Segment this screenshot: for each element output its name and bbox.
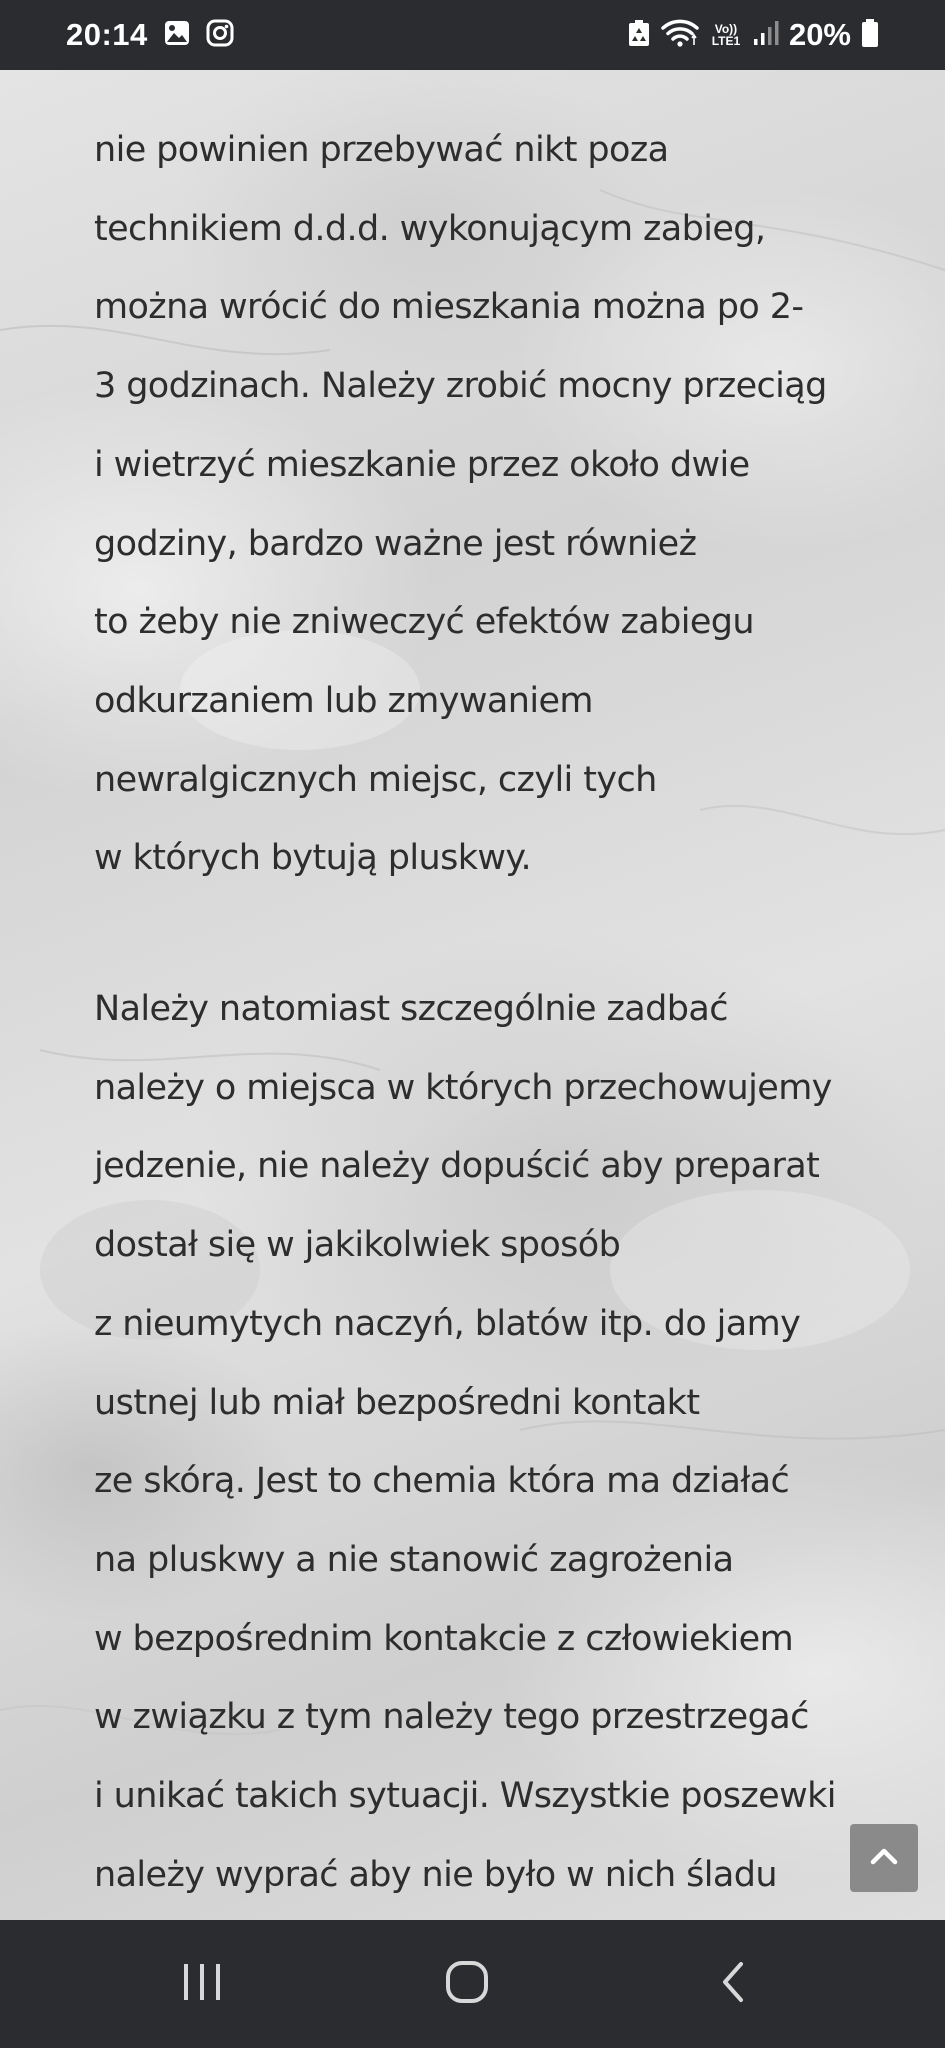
paragraph-line: ze skórą. Jest to chemia która ma działać — [94, 1461, 790, 1502]
paragraph-line: można wrócić do mieszkania można po 2- — [94, 287, 804, 328]
battery-percent: 20% — [788, 17, 851, 52]
scroll-to-top-button[interactable] — [850, 1824, 918, 1892]
recent-apps-button[interactable] — [172, 1954, 232, 2014]
paragraph-line: należy wyprać aby nie było w nich śladu — [94, 1854, 777, 1895]
instagram-icon — [206, 19, 234, 52]
article-paragraph-2 — [94, 970, 874, 1993]
paragraph-line: nie powinien przebywać nikt poza — [94, 130, 669, 170]
paragraph-line: z nieumytych naczyń, blatów itp. do jamy — [94, 1303, 801, 1344]
status-left — [66, 17, 234, 53]
gallery-icon — [164, 20, 190, 51]
status-right — [627, 17, 879, 53]
back-button[interactable] — [702, 1954, 762, 2014]
volte-lte-icon: Vo)) LTE1 — [711, 22, 741, 48]
wifi-icon — [661, 18, 699, 53]
status-time: 20:14 — [66, 17, 148, 52]
navigation-bar — [0, 1920, 945, 2048]
back-icon — [717, 1960, 747, 2008]
paragraph-line: i unikać takich sytuacji. Wszystkie poszewki — [94, 1776, 836, 1817]
paragraph-line: technikiem d.d.d. wykonującym zabieg, — [94, 208, 766, 249]
paragraph-line: w związku z tym należy tego przestrzegać — [94, 1697, 809, 1738]
web-content[interactable] — [0, 70, 945, 1920]
paragraph-line: należy o miejsca w których przechowujemy — [94, 1067, 832, 1108]
paragraph-line: w których bytują pluskwy. — [94, 838, 532, 879]
paragraph-line: to żeby nie zniweczyć efektów zabiegu — [94, 602, 754, 643]
paragraph-line: jedzenie, nie należy dopuścić aby preparat — [94, 1146, 820, 1187]
paragraph-line: 3 godzinach. Należy zrobić mocny przeciąg — [94, 366, 827, 407]
paragraph-line: dostał się w jakikolwiek sposób — [94, 1225, 621, 1266]
home-button[interactable] — [437, 1954, 497, 2014]
recycle-icon — [627, 18, 651, 53]
paragraph-line: ustnej lub miał bezpośredni kontakt — [94, 1382, 700, 1423]
status-bar — [0, 0, 945, 70]
recents-icon — [180, 1962, 224, 2006]
paragraph-line: na pluskwy a nie stanowić zagrożenia — [94, 1539, 734, 1580]
chevron-up-icon — [869, 1846, 899, 1870]
home-icon — [444, 1959, 490, 2009]
battery-icon — [861, 18, 879, 53]
paragraph-line: godziny, bardzo ważne jest również — [94, 523, 697, 564]
paragraph-line: w bezpośrednim kontakcie z człowiekiem — [94, 1618, 794, 1659]
paragraph-line: newralgicznych miejsc, czyli tych — [94, 759, 657, 800]
article-paragraph-1 — [94, 111, 874, 898]
signal-icon — [753, 19, 779, 52]
paragraph-line: i wietrzyć mieszkanie przez około dwie — [94, 444, 750, 485]
paragraph-line: Należy natomiast szczególnie zadbać — [94, 989, 728, 1029]
paragraph-line: odkurzaniem lub zmywaniem — [94, 680, 593, 721]
